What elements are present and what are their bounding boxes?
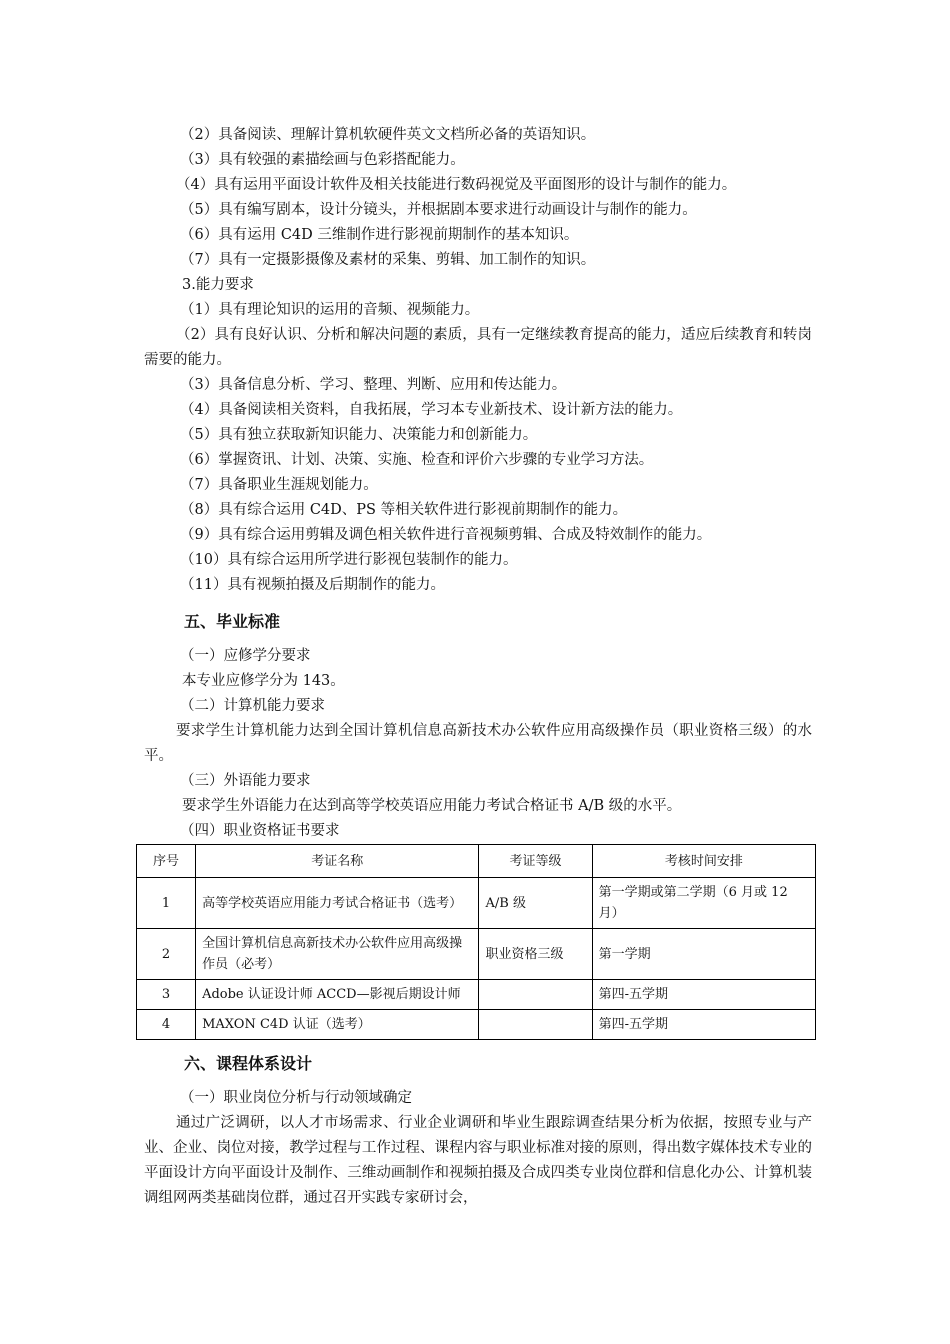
cell-schedule: 第一学期或第二学期（6 月或 12 月） — [592, 878, 815, 929]
english-requirement-text: 要求学生外语能力在达到高等学校英语应用能力考试合格证书 A/B 级的水平。 — [182, 798, 682, 814]
header-schedule: 考核时间安排 — [592, 845, 815, 878]
header-number: 序号 — [137, 845, 196, 878]
subsection-english: （三）外语能力要求 — [180, 773, 311, 789]
knowledge-item-3: （3）具有较强的素描绘画与色彩搭配能力。 — [180, 152, 465, 168]
subsection-computer: （二）计算机能力要求 — [180, 698, 325, 714]
cell-number: 3 — [137, 980, 196, 1010]
ability-item-2: （2）具有良好认识、分析和解决问题的素质，具有一定继续教育提高的能力，适应后续教育和转岗需要的能力。 — [144, 327, 812, 368]
cell-number: 1 — [137, 878, 196, 929]
credits-text: 本专业应修学分为 143。 — [182, 673, 345, 689]
ability-item-6: （6）掌握资讯、计划、决策、实施、检查和评价六步骤的专业学习方法。 — [180, 452, 654, 468]
cell-schedule: 第一学期 — [592, 929, 815, 980]
ability-item-7: （7）具备职业生涯规划能力。 — [180, 477, 378, 493]
knowledge-item-6: （6）具有运用 C4D 三维制作进行影视前期制作的基本知识。 — [180, 227, 579, 243]
ability-heading: 3.能力要求 — [182, 277, 254, 293]
section-title-curriculum: 六、课程体系设计 — [184, 1054, 313, 1073]
cell-cert-level — [479, 1010, 592, 1040]
job-analysis-text: 通过广泛调研，以人才市场需求、行业企业调研和毕业生跟踪调查结果分析为依据，按照专业与产业、企业、岗位对接，教学过程与工作过程、课程内容与职业标准对接的原则，得出数字媒体技术专业的平面设计方向平面设计及制作、三维动画制作和视频拍摄及合成四类专业岗位群和信息化办公、计算机装调组网两类基础岗位群，通过召开实践专家研讨会， — [144, 1115, 812, 1206]
knowledge-item-5: （5）具有编写剧本，设计分镜头，并根据剧本要求进行动画设计与制作的能力。 — [180, 202, 697, 218]
cell-number: 2 — [137, 929, 196, 980]
cell-cert-name: 全国计算机信息高新技术办公软件应用高级操作员（必考） — [196, 929, 479, 980]
ability-item-11: （11）具有视频拍摄及后期制作的能力。 — [180, 577, 445, 593]
ability-item-4: （4）具备阅读相关资料，自我拓展，学习本专业新技术、设计新方法的能力。 — [180, 402, 683, 418]
ability-item-8: （8）具有综合运用 C4D、PS 等相关软件进行影视前期制作的能力。 — [180, 502, 628, 518]
knowledge-item-7: （7）具有一定摄影摄像及素材的采集、剪辑、加工制作的知识。 — [180, 252, 596, 268]
table-row — [137, 1010, 816, 1040]
header-cert-level: 考证等级 — [479, 845, 592, 878]
table-row — [137, 980, 816, 1010]
ability-item-10: （10）具有综合运用所学进行影视包装制作的能力。 — [180, 552, 518, 568]
table-header-row — [137, 845, 816, 878]
subsection-certificates: （四）职业资格证书要求 — [180, 823, 340, 839]
ability-item-5: （5）具有独立获取新知识能力、决策能力和创新能力。 — [180, 427, 538, 443]
cell-cert-name: 高等学校英语应用能力考试合格证书（选考） — [196, 878, 479, 929]
document-body — [144, 123, 812, 1211]
cell-cert-level — [479, 980, 592, 1010]
ability-item-3: （3）具备信息分析、学习、整理、判断、应用和传达能力。 — [180, 377, 567, 393]
section-title-graduation: 五、毕业标准 — [184, 612, 281, 631]
subsection-credits: （一）应修学分要求 — [180, 648, 311, 664]
knowledge-item-4: （4）具有运用平面设计软件及相关技能进行数码视觉及平面图形的设计与制作的能力。 — [176, 177, 737, 193]
cell-schedule: 第四-五学期 — [592, 980, 815, 1010]
cell-cert-level: A/B 级 — [479, 878, 592, 929]
table-row — [137, 929, 816, 980]
cell-cert-name: Adobe 认证设计师 ACCD—影视后期设计师 — [196, 980, 479, 1010]
cell-cert-level: 职业资格三级 — [479, 929, 592, 980]
cell-number: 4 — [137, 1010, 196, 1040]
ability-item-9: （9）具有综合运用剪辑及调色相关软件进行音视频剪辑、合成及特效制作的能力。 — [180, 527, 712, 543]
cell-schedule: 第四-五学期 — [592, 1010, 815, 1040]
cell-cert-name: MAXON C4D 认证（选考） — [196, 1010, 479, 1040]
certificate-table — [136, 844, 816, 1040]
computer-requirement-text: 要求学生计算机能力达到全国计算机信息高新技术办公软件应用高级操作员（职业资格三级）的水平。 — [144, 723, 812, 764]
table-row — [137, 878, 816, 929]
header-cert-name: 考证名称 — [196, 845, 479, 878]
knowledge-item-2: （2）具备阅读、理解计算机软硬件英文文档所必备的英语知识。 — [180, 127, 596, 143]
ability-item-1: （1）具有理论知识的运用的音频、视频能力。 — [180, 302, 480, 318]
subsection-job-analysis: （一）职业岗位分析与行动领域确定 — [180, 1090, 412, 1106]
